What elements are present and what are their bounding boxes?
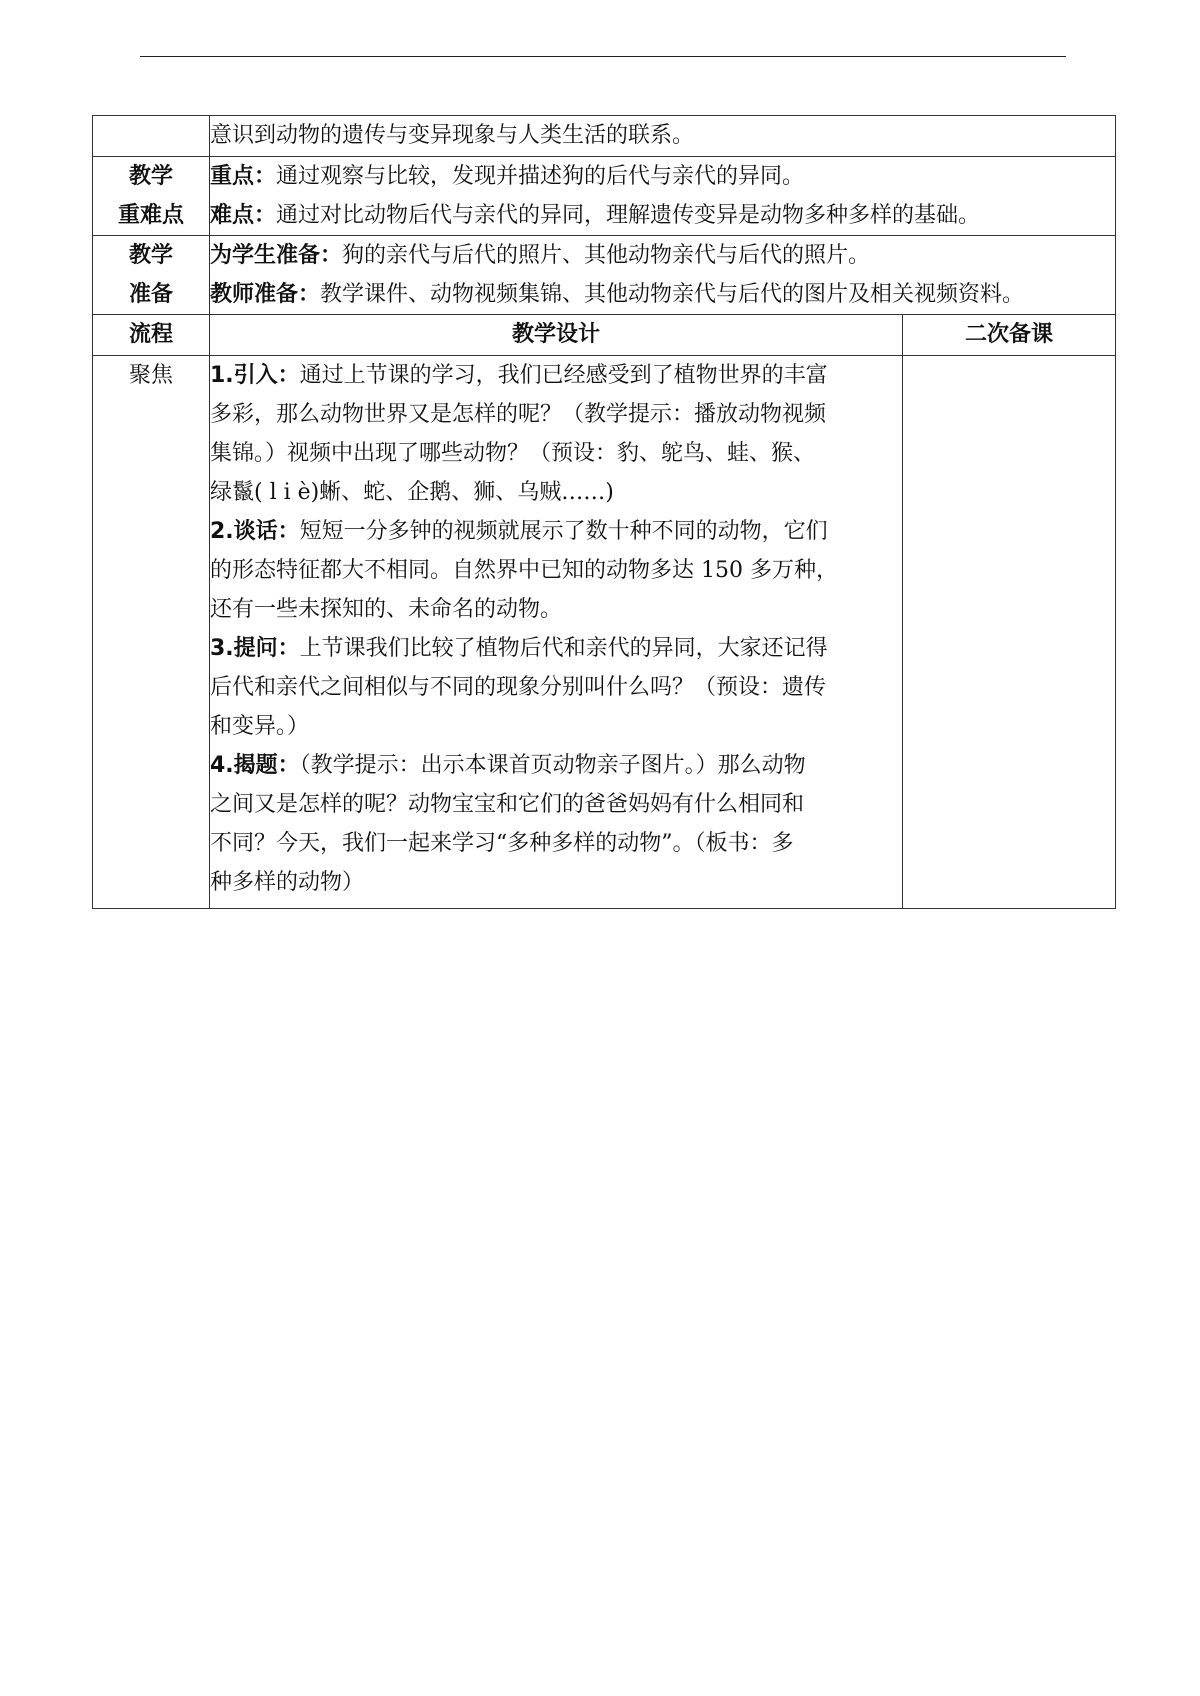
key-point-label: 重点：: [210, 164, 277, 189]
student-prep-label: 为学生准备：: [210, 243, 343, 268]
hard-point-line: [210, 196, 1115, 235]
header-second-prep: 二次备课: [903, 315, 1116, 356]
row-label-focus: 聚焦: [93, 356, 210, 909]
item2-text-1: 短短一分多钟的视频就展示了数十种不同的动物，它们: [299, 519, 828, 544]
item2-line3: 还有一些未探知的、未命名的动物。: [210, 597, 563, 622]
table-row-preparation: [93, 236, 1116, 315]
item4-line2: 之间又是怎样的呢？动物宝宝和它们的爸爸妈妈有什么相同和: [210, 792, 805, 817]
hard-point-text: 通过对比动物后代与亲代的异同，理解遗传变异是动物多种多样的基础。: [276, 203, 981, 228]
objective-text: 意识到动物的遗传与变异现象与人类生活的联系。: [210, 123, 695, 148]
item1-label: 1.引入：: [210, 363, 300, 388]
difficulty-label-line2: 重难点: [117, 203, 184, 228]
item4-label: 4.揭题：: [210, 753, 300, 778]
item2-line2: 的形态特征都大不相同。自然界中已知的动物多达 150 多万种，: [210, 558, 838, 583]
item1-line1: [210, 356, 902, 395]
prep-label-line2: 准备: [128, 282, 173, 307]
item3-text-1: 上节课我们比较了植物后代和亲代的异同，大家还记得: [299, 636, 828, 661]
focus-design-cell: [210, 356, 903, 909]
row-label-empty: [93, 116, 210, 157]
item3-line2: 后代和亲代之间相似与不同的现象分别叫什么吗？（预设：遗传: [210, 675, 827, 700]
preparation-cell: [210, 236, 1116, 315]
table-row-difficulty: [93, 157, 1116, 236]
item3-line3: 和变异。）: [210, 714, 310, 739]
lesson-plan-table: [92, 115, 1116, 909]
item4-line1: [210, 746, 902, 785]
item4-text-1: （教学提示：出示本课首页动物亲子图片。）那么动物: [299, 753, 806, 778]
objective-cell: [210, 116, 1116, 157]
row-label-preparation: [93, 236, 210, 315]
teacher-prep-line: [210, 275, 1115, 314]
student-prep-text: 狗的亲代与后代的照片、其他动物亲代与后代的照片。: [342, 243, 871, 268]
item3-line1: [210, 629, 902, 668]
difficulty-label-line1: 教学: [128, 164, 173, 189]
difficulty-cell: [210, 157, 1116, 236]
item2-label: 2.谈话：: [210, 519, 300, 544]
hard-point-label: 难点：: [210, 203, 277, 228]
key-point-line: [210, 157, 1115, 196]
teacher-prep-text: 教学课件、动物视频集锦、其他动物亲代与后代的图片及相关视频资料。: [320, 282, 1025, 307]
header-design: 教学设计: [210, 315, 903, 356]
key-point-text: 通过观察与比较，发现并描述狗的后代与亲代的异同。: [276, 164, 805, 189]
table-row-focus: [93, 356, 1116, 909]
item1-text-1: 通过上节课的学习，我们已经感受到了植物世界的丰富: [299, 363, 828, 388]
item1-line4: 绿鬣( l i è)蜥、蛇、企鹅、狮、乌贼……): [210, 480, 614, 505]
item1-line3: 集锦。）视频中出现了哪些动物？（预设：豹、鸵鸟、蛙、猴、: [210, 441, 816, 466]
header-rule: [140, 56, 1066, 57]
second-prep-cell[interactable]: [903, 356, 1116, 909]
table-header-row: [93, 315, 1116, 356]
item4-line3: 不同？今天，我们一起来学习“多种多样的动物”。（板书：多: [210, 831, 794, 856]
prep-label-line1: 教学: [128, 243, 173, 268]
student-prep-line: [210, 236, 1115, 275]
item2-line1: [210, 512, 902, 551]
item4-line4: 种多样的动物）: [210, 870, 365, 895]
row-label-difficulty: [93, 157, 210, 236]
item3-label: 3.提问：: [210, 636, 300, 661]
item1-line2: 多彩，那么动物世界又是怎样的呢？（教学提示：播放动物视频: [210, 402, 827, 427]
table-row-objectives-continued: [93, 116, 1116, 157]
teacher-prep-label: 教师准备：: [210, 282, 321, 307]
header-process: 流程: [93, 315, 210, 356]
